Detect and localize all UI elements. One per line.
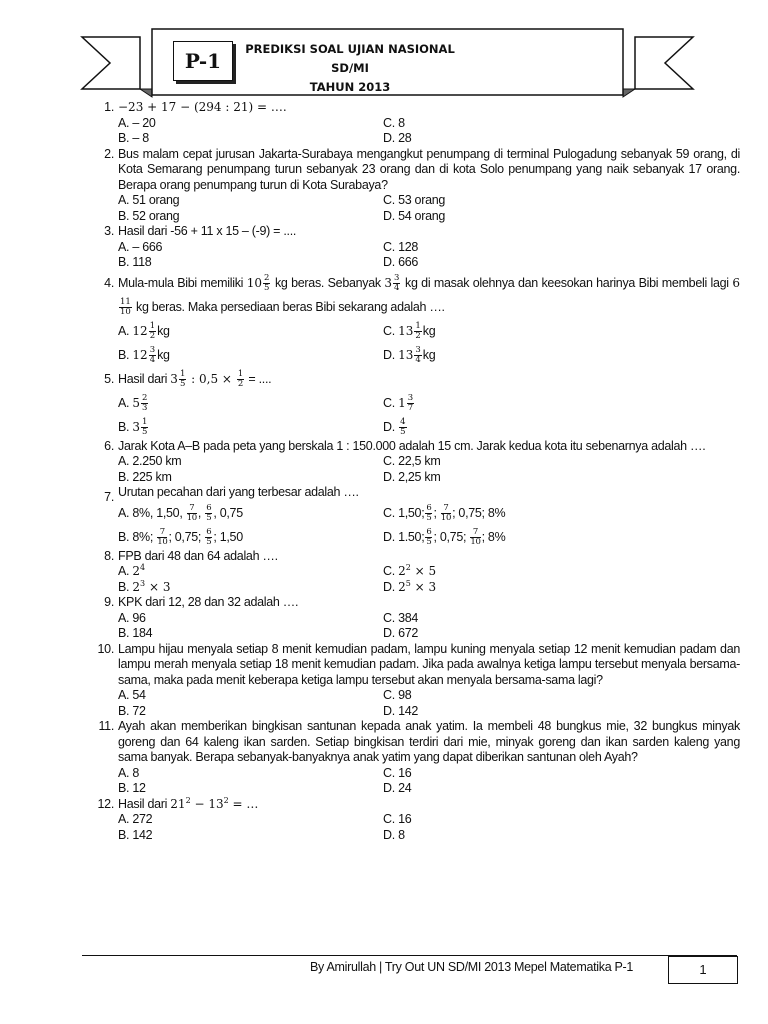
page-number: 1	[668, 956, 738, 984]
footer-divider	[82, 955, 737, 956]
question-11-text: Ayah akan memberikan bingkisan santunan kepada anak yatim. Ia membeli 48 bungkus mie, 32 bungkus minyak goreng dan 64 kaleng ikan sarden. Setiap bingkisan terdiri dari mie, minyak goreng dan ikan sarden kaleng yang sama banyak. Berapa sebanyak-banyaknya anak yatim yang dapat diberikan santunan oleh Ayah?	[118, 719, 740, 764]
question-12-text: Hasil dari $21^2 - 13^2$ = …	[118, 795, 259, 811]
question-11: 11. Ayah akan memberikan bingkisan santunan kepada anak yatim. Ia membeli 48 bungkus mie, 32 bungkus minyak goreng dan 64 kaleng ikan sarden. Setiap bingkisan terdiri dari mie, minyak goreng dan ikan sarden kaleng yang sama banyak. Berapa sebanyak-banyaknya anak yatim yang dapat diberikan santunan oleh Ayah? A. 8 C. 16 B. 12 D. 24	[98, 719, 740, 795]
question-list	[88, 100, 740, 843]
question-10-options	[118, 688, 740, 719]
question-7-text: Urutan pecahan dari yang terbesar adalah ….	[118, 485, 359, 499]
option-b[interactable]: B. 142	[118, 827, 153, 842]
option-a[interactable]: A. $2^4$	[118, 563, 146, 578]
option-a[interactable]: A. 8	[118, 765, 140, 780]
question-4-text: Mula-mula Bibi memiliki 10 $\frac{2}{5}$ kg beras. Sebanyak 3 $\frac{3}{4}$ kg di masak olehnya dan keesokan harinya Bibi membeli lagi 6 $\frac{11}{10}$ kg beras. Maka persediaan beras Bibi sekarang adalah ….	[118, 272, 740, 317]
question-4-options	[118, 319, 740, 367]
question-6-options	[118, 454, 740, 485]
question-9-options	[118, 611, 740, 642]
option-a[interactable]: A. 96	[118, 610, 146, 625]
option-d[interactable]: D. $2^5 \times 3$	[383, 578, 437, 594]
option-c[interactable]: C. 8	[383, 115, 405, 130]
question-4: 4. Mula-mula Bibi memiliki 10 $\frac{2}{5}$ kg beras. Sebanyak 3 $\frac{3}{4}$ kg di masak olehnya dan keesokan harinya Bibi membeli lagi 6 $\frac{11}{10}$ kg beras. Maka persediaan beras Bibi sekarang adalah …. A. 12 $\frac{1}{2}$ kg C. 13 $\frac{1}{2}$ kg B. 12 $\frac{3}{4}$ kg D. 13 $\frac{3}{4}$ kg	[104, 272, 740, 365]
option-a[interactable]: A. 54	[118, 688, 146, 702]
option-d[interactable]: D. 8	[383, 827, 405, 842]
option-c[interactable]: C. $2^2 \times 5$	[383, 563, 437, 578]
option-b[interactable]: B. 225 km	[118, 469, 172, 484]
option-c[interactable]: C. 128	[383, 239, 419, 254]
question-8-text: FPB dari 48 dan 64 adalah ….	[118, 548, 278, 563]
option-b[interactable]: B. 52 orang	[118, 208, 180, 223]
question-1-options	[118, 116, 740, 147]
option-a[interactable]: A. 51 orang	[118, 193, 180, 207]
option-a[interactable]: A. 5 $\frac{2}{3}$	[118, 392, 148, 413]
option-d[interactable]: D. 142	[383, 703, 419, 718]
question-1-expression: −23 + 17 − (294 : 21) = ….	[118, 100, 287, 114]
question-7: 7. Urutan pecahan dari yang terbesar adalah …. A. 8%, 1,50, $\frac{7}{10}$ , $\frac{6}{5}$ , 0,75 C. 1,50; $\frac{6}{5}$ ; $\frac{7}{10}$ ; 0,75; 8% B. 8%; $\frac{7}{10}$ ; 0,75; $\frac{6}{5}$ ; 1,50 D. 1.50; $\frac{6}{5}$ ; 0,75; $\frac{7}{10}$ ; 8%	[88, 485, 740, 549]
option-b[interactable]: B. 118	[118, 255, 152, 269]
option-b[interactable]: B. 12	[118, 781, 146, 795]
option-b[interactable]: B. 12 $\frac{3}{4}$ kg	[118, 344, 170, 365]
option-d[interactable]: D. 1.50; $\frac{6}{5}$ ; 0,75; $\frac{7}{10}$ ; 8%	[383, 526, 506, 547]
option-d[interactable]: D. 2,25 km	[383, 469, 441, 484]
option-c[interactable]: C. 16	[383, 812, 412, 826]
option-c[interactable]: C. 22,5 km	[383, 454, 441, 468]
option-a[interactable]: A. – 666	[118, 239, 163, 254]
question-3-text: Hasil dari -56 + 11 x 15 – (-9) = ....	[118, 224, 297, 238]
option-c[interactable]: C. 16	[383, 765, 412, 780]
question-5-text: Hasil dari 3 $\frac{1}{5}$ : 0,5 × $\frac{1}{2}$ = ....	[118, 368, 272, 389]
option-c[interactable]: C. 53 orang	[383, 193, 446, 207]
question-11-options	[118, 766, 740, 797]
question-2-options	[118, 193, 740, 224]
option-b[interactable]: B. 3 $\frac{1}{5}$	[118, 416, 148, 437]
question-1: 1. −23 + 17 − (294 : 21) = …. A. – 20 C. 8 B. – 8 D. 28	[88, 100, 740, 147]
option-a[interactable]: A. 8%, 1,50, $\frac{7}{10}$ , $\frac{6}{5}$ , 0,75	[118, 502, 243, 523]
paper-code: P-1	[173, 41, 233, 81]
question-2: 2. Bus malam cepat jurusan Jakarta-Surabaya mengangkut penumpang di terminal Pulogadung sebanyak 59 orang, di Kota Semarang penumpang turun sebanyak 23 orang dan di kota Solo penumpang yang naik sebanyak 17 orang. Berapa orang penumpang turun di Kota Surabaya? A. 51 orang C. 53 orang B. 52 orang D. 54 orang	[104, 146, 740, 223]
question-6: 6. Jarak Kota A–B pada peta yang berskala 1 : 150.000 adalah 15 cm. Jarak kedua kota itu sebenarnya adalah …. A. 2.250 km C. 22,5 km B. 225 km D. 2,25 km	[88, 439, 740, 486]
question-6-text: Jarak Kota A–B pada peta yang berskala 1 : 150.000 adalah 15 cm. Jarak kedua kota itu sebenarnya adalah ….	[118, 438, 706, 453]
option-d[interactable]: D. 13 $\frac{3}{4}$ kg	[383, 344, 436, 365]
question-3-options	[118, 240, 740, 271]
option-b[interactable]: B. – 8	[118, 131, 149, 145]
option-d[interactable]: D. $\frac{4}{5}$	[383, 416, 406, 437]
option-a[interactable]: A. 12 $\frac{1}{2}$ kg	[118, 320, 170, 341]
option-d[interactable]: D. 666	[383, 255, 419, 269]
question-3: 3. Hasil dari -56 + 11 x 15 – (-9) = .... A. – 666 C. 128 B. 118 D. 666	[88, 224, 740, 271]
option-b[interactable]: B. 72	[118, 703, 146, 718]
option-d[interactable]: D. 672	[383, 626, 419, 640]
question-10-text: Lampu hijau menyala setiap 8 menit kemudian padam, lampu kuning menyala setiap 12 menit kemudian padam dan lampu merah menyala setiap 18 menit kemudian padam. Jika pada awalnya ketiga lampu tersebut menyala bersama-sama, maka pada menit keberapa ketiga lampu tersebut akan menyala bersama-sama lagi?	[118, 641, 740, 687]
option-a[interactable]: A. 272	[118, 812, 153, 826]
option-d[interactable]: D. 28	[383, 131, 412, 145]
question-9-text: KPK dari 12, 28 dan 32 adalah ….	[118, 595, 299, 609]
question-5: 5. Hasil dari 3 $\frac{1}{5}$ : 0,5 × $\frac{1}{2}$ = .... A. 5 $\frac{2}{3}$ C. 1 $\frac{3}{7}$ B. 3 $\frac{1}{5}$ D. $\frac{4}{5}$	[88, 367, 740, 439]
option-a[interactable]: A. – 20	[118, 115, 156, 130]
option-c[interactable]: C. 1,50; $\frac{6}{5}$ ; $\frac{7}{10}$ ; 0,75; 8%	[383, 502, 506, 523]
question-8-options	[118, 564, 740, 595]
option-d[interactable]: D. 54 orang	[383, 208, 446, 223]
question-7-options	[118, 501, 740, 549]
question-12-options	[118, 812, 740, 843]
option-b[interactable]: B. 8%; $\frac{7}{10}$ ; 0,75; $\frac{6}{5}$ ; 1,50	[118, 526, 243, 547]
footer-text: By Amirullah | Try Out UN SD/MI 2013 Mepel Matematika P-1	[310, 960, 634, 974]
option-a[interactable]: A. 2.250 km	[118, 454, 182, 468]
question-10: 10. Lampu hijau menyala setiap 8 menit kemudian padam, lampu kuning menyala setiap 12 menit kemudian padam dan lampu merah menyala setiap 18 menit kemudian padam. Jika pada awalnya ketiga lampu tersebut menyala bersama-sama, maka pada menit keberapa ketiga lampu tersebut akan menyala bersama-sama lagi? A. 54 C. 98 B. 72 D. 142	[97, 641, 740, 718]
option-c[interactable]: C. 13 $\frac{1}{2}$ kg	[383, 320, 436, 341]
page-title: PREDIKSI SOAL UJIAN NASIONAL SD/MI TAHUN 2013	[245, 42, 455, 94]
option-b[interactable]: B. 184	[118, 626, 153, 640]
option-c[interactable]: C. 1 $\frac{3}{7}$	[383, 392, 414, 413]
question-9: 9. KPK dari 12, 28 dan 32 adalah …. A. 96 C. 384 B. 184 D. 672	[88, 595, 740, 642]
question-12: 12. Hasil dari $21^2 - 13^2$ = … A. 272 C. 16 B. 142 D. 8	[88, 797, 740, 844]
question-5-options	[118, 391, 740, 439]
question-2-text: Bus malam cepat jurusan Jakarta-Surabaya mengangkut penumpang di terminal Pulogadung sebanyak 59 orang, di Kota Semarang penumpang turun sebanyak 23 orang dan di kota Solo penumpang yang naik sebanyak 17 orang. Berapa orang penumpang turun di Kota Surabaya?	[118, 146, 740, 192]
option-c[interactable]: C. 98	[383, 688, 412, 702]
option-b[interactable]: B. $2^3 \times 3$	[118, 578, 171, 594]
option-c[interactable]: C. 384	[383, 610, 419, 625]
option-d[interactable]: D. 24	[383, 781, 412, 795]
question-8: 8. FPB dari 48 dan 64 adalah …. A. $2^4$ C. $2^2 \times 5$ B. $2^3 \times 3$ D. $2^5 \times 3$	[88, 549, 740, 596]
